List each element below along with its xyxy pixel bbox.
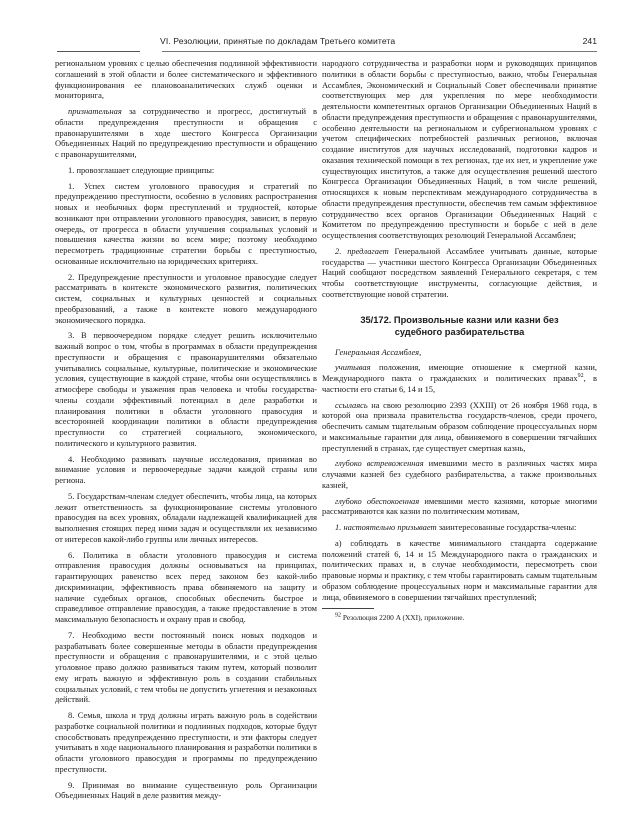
- running-header: [160, 36, 597, 50]
- paragraph: народного сотрудничества и разработки норм и руководящих принципов политики в области борьбы с преступностью, важно, чтобы Генеральная Ассамблея, Экономический и Социальный Совет обеспечивали принятие соответствующих мер для укрепления по мере необходимости деятельности компетентных органов Организации Объединенных Наций в области предупреждения преступности и обращения с правонарушителями, особенно деятельности на региональном и субрегиональном уровнях с учетом специфических потребностей различных регионов, включая создание институтов для научных исследований, подготовки кадров и оказания технической помощи в тех регионах, где их нет, и укрепление уже существующих институтов, а также для осуществления решений шестого Конгресса Организации Объединенных Наций, в том числе решений, относящихся к новым перспективам международного сотрудничества в области предупреждения преступности, обеспечив тем самым эффективное сотрудничество всех органов Организации Объединенных Наций с Комитетом по предупреждению преступности и борьбе с ней в деле осуществления соответствующих резолюций Генеральной Ассамблеи;: [322, 58, 597, 240]
- left-column: [55, 58, 317, 806]
- preambular-paragraph: глубоко обеспокоенная имевшими место казнями, которые многими рассматриваются как казни по политическим мотивам,: [322, 495, 597, 517]
- operative-lead: признательная: [68, 106, 122, 116]
- right-column: [322, 58, 597, 627]
- paragraph: 2. Предупреждение преступности и уголовное правосудие следует рассматривать в контексте экономического развития, политических систем, социальных и культурных ценностей и социальных преобразований, а также в контексте нового международного экономического порядка.: [55, 271, 317, 325]
- paragraph: 1. Успех систем уголовного правосудия и стратегий по предупреждению преступности, особенно в условиях распространения новых и необычных форм преступлений и трудностей, которые возникают при отправлении уголовного правосудия, зависит, в первую очередь, от прогресса в области улучшения социальных условий и повышения качества жизни во всем мире; поэтому необходимо пересмотреть традиционные стратегии борьбы с преступностью, основанные исключительно на юридических критериях.: [55, 180, 317, 266]
- page-number: 241: [582, 36, 597, 46]
- paragraph: региональном уровнях с целью обеспечения подлинной эффективности соглашений в этой области и более систематического и эффективного функционирования ее плановоаналитических служб оценки и мониторинга,: [55, 58, 317, 101]
- resolution-title: 35/172. Произвольные казни или казни без судебного разбирательства: [360, 314, 559, 337]
- header-rule: [162, 51, 597, 52]
- paragraph: 5. Государствам-членам следует обеспечить, чтобы лица, на которых лежит ответственность за функционирование системы уголовного правосудия на всех уровнях, обладали надлежащей квалификацией для выполнения стоящих перед ними задач и осуществляли их независимо от интересов какой-либо группы или личных интересов.: [55, 490, 317, 544]
- paragraph: признательная за сотрудничество и прогресс, достигнутый в области предупреждения преступности и обращения с правонарушителями в ходе шестого Конгресса Организации Объединенных Наций по предупреждению преступности и обращению с правонарушителями,: [55, 106, 317, 159]
- operative-lead: 2. предлагает: [335, 245, 389, 256]
- running-title: VI. Резолюции, принятые по докладам Третьего комитета: [160, 36, 396, 46]
- header-left-rule: [57, 51, 140, 52]
- paragraph: 9. Принимая во внимание существенную роль Организации Объединенных Наций в деле развития между-: [55, 779, 317, 801]
- footnote-marker: 92: [335, 612, 341, 619]
- preambular-paragraph: учитывая положения, имеющие отношение к смертной казни, Международного пакта о гражданских и политических правах$^{92}$, в частности его статьи 6, 14 и 15,: [322, 362, 597, 394]
- addressee: Генеральная Ассамблея,: [335, 346, 422, 357]
- footnote-ref: 92: [577, 373, 584, 380]
- paragraph: 7. Необходимо вести постоянный поиск новых подходов и разрабатывать более совершенные методы в области предупреждения преступности и обращения с правонарушителями, и с этой целью уголовное право должно развиваться таким путем, который позволит ему играть важную и эффективную роль в создании стабильных социальных условий, с тем чтобы не допустить угнетения и незаконных действий.: [55, 629, 317, 705]
- paragraph: 2. предлагает Генеральной Ассамблее учитывать данные, которые государства — участники шестого Конгресса Организации Объединенных Наций сообщают посредством заявлений Генерального секретаря, с тем чтобы соответствующие инструменты, согласующие действия, и соответствующие новой стратегии.: [322, 245, 597, 299]
- operative-paragraph: 1. настоятельно призывает заинтересованные государства-члены:: [335, 522, 577, 532]
- preambular-paragraph: ссылаясь на свою резолюцию 2393 (XXIII) от 26 ноября 1968 года, в которой она призвала правительства государств-членов, среди прочего, обеспечить самым тщательным образом соблюдение процессуальных норм и максимальные гарантии для лица, обвиняемого в совершении тягчайших преступлений в странах, где существует смертная казнь,: [322, 399, 597, 453]
- paragraph: 3. В первоочередном порядке следует решить исключительно важный вопрос о том, чтобы в программах в области предупреждения преступности и обращения с правонарушителями обязательно учитывались социальные, культурные, политические и экономические условия, существующие в каждой стране, чтобы они осуществлялись в атмосфере свободы и уважения прав человека и чтобы государства-члены создали эффективный потенциал в деле разработки и планирования политики в области уголовного правосудия и всесторонней координации политики в области предупреждения преступности со стратегией социального, экономического, политического и культурного развития.: [55, 330, 317, 448]
- paragraph: 6. Политика в области уголовного правосудия и система отправления правосудия должны основываться на принципах, гарантирующих равенство всех перед законом без какой-либо дискриминации, эффективность права обвиняемого на защиту и наличие судебных органов, способных обеспечить быстрое и справедливое отправление правосудия, а также предоставление в этом максимальную безопасность и охрану прав и свобод.: [55, 549, 317, 624]
- paragraph: 1. провозглашает следующие принципы:: [68, 164, 215, 175]
- footnote-rule: [322, 608, 374, 609]
- preambular-paragraph: глубоко встревоженная имевшими место в различных частях мира случаями казней без судебного разбирательства, а также произвольных казней,: [322, 458, 597, 490]
- paragraph: 8. Семья, школа и труд должны играть важную роль в содействии разработке социальной политики и подлинных подходов, которые будут способствовать предупреждению преступности, и эти факторы следует учитывать в ходе национального планирования и разработки политики в области уголовного правосудия и программы по предупреждению преступности.: [55, 710, 317, 774]
- footnote: $^{92}$ Резолюция 2200 A (XXI), приложение.: [335, 612, 465, 623]
- operative-subparagraph: а) соблюдать в качестве минимального стандарта содержание положений статей 6, 14 и 15 Международного пакта о гражданских и политических правах и, в случае необходимости, пересмотреть свои правовые нормы и практику, с тем чтобы гарантировать самым тщательным образом соблюдение процессуальных норм и максимальные гарантии для лица, обвиняемого в совершении тягчайших преступлений;: [322, 537, 597, 602]
- paragraph: 4. Необходимо развивать научные исследования, принимая во внимание условия и первоочередные задачи каждой страны или региона.: [55, 453, 317, 485]
